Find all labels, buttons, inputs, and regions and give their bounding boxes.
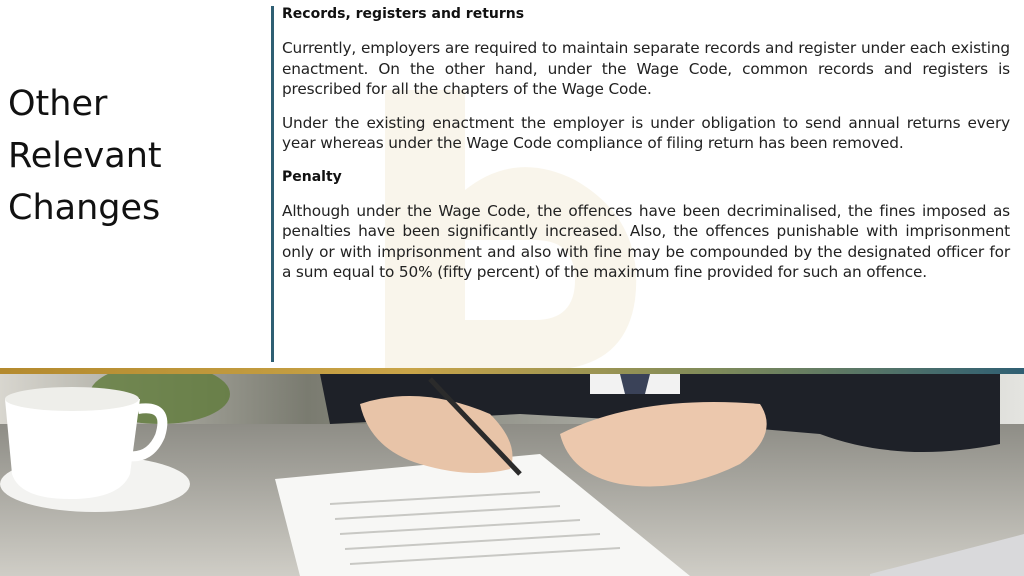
slide-title-line-1: Other <box>8 84 108 124</box>
penalty-paragraph-1: Although under the Wage Code, the offences have been decriminalised, the fines imposed as penalties have been significantly increased. Also, the offences punishable with imprisonment only or with imprisonment and also with fine may be compounded by the designated officer for a sum equal to 50% (fifty percent) of the maximum fine provided for such an offence. <box>282 201 1010 281</box>
records-paragraph-2: Under the existing enactment the employer is under obligation to send annual returns every year whereas under the Wage Code compliance of filing return has been removed. <box>282 113 1010 152</box>
slide-title-line-2: Relevant <box>8 136 162 176</box>
slide-title-line-3: Changes <box>8 188 161 228</box>
records-paragraph-1: Currently, employers are required to maintain separate records and register under each existing enactment. On the other hand, under the Wage Code, common records and registers is prescribed for all the chapters of the Wage Code. <box>282 39 1010 98</box>
section-heading-records: Records, registers and returns <box>282 6 525 22</box>
vertical-divider <box>271 6 274 362</box>
signing-document-photo <box>0 374 1024 576</box>
slide-title <box>8 78 258 234</box>
content-body <box>282 4 1010 296</box>
section-heading-penalty: Penalty <box>282 168 342 185</box>
